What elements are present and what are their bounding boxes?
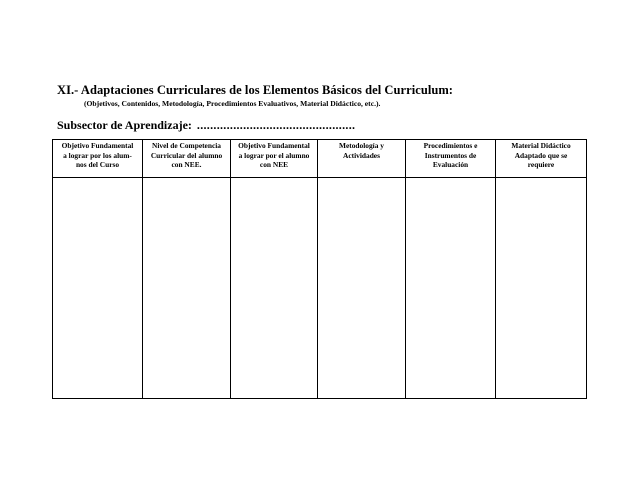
header-label: Procedimientos e Instrumentos de Evaluación	[423, 141, 478, 170]
subsector-label: Subsector de Aprendizaje:	[57, 118, 192, 132]
section-title: XI.- Adaptaciones Curriculares de los Elementos Básicos del Curriculum:	[57, 83, 454, 97]
table-cell-objetivo-alumno-nee[interactable]	[231, 178, 318, 399]
header-label: Objetivo Fundamental a lograr por el alumno con NEE	[238, 141, 310, 170]
table-cell-nivel-competencia[interactable]	[143, 178, 231, 399]
header-label: Metodología y Actividades	[339, 141, 384, 160]
header-procedimientos	[406, 140, 496, 178]
table-cell-procedimientos[interactable]	[406, 178, 496, 399]
section-subtitle: (Objetivos, Contenidos, Metodología, Procedimientos Evaluativos, Material Didáctico, etc.).	[84, 99, 381, 108]
header-label: Objetivo Fundamental a lograr por los alum- nos del Curso	[61, 141, 134, 170]
table-row	[53, 178, 587, 399]
subsector-line	[57, 118, 355, 133]
header-material-didactico	[496, 140, 587, 178]
table-cell-objetivo-curso[interactable]	[53, 178, 143, 399]
header-nivel-competencia	[143, 140, 231, 178]
header-label: Material Didáctico Adaptado que se requiere	[511, 141, 571, 170]
table-cell-metodologia[interactable]	[318, 178, 406, 399]
adaptation-table	[52, 139, 587, 399]
header-label: Nivel de Competencia Curricular del alumno con NEE.	[150, 141, 223, 170]
subsector-fill-line: ................................................	[196, 118, 356, 132]
header-metodologia	[318, 140, 406, 178]
table-cell-material-didactico[interactable]	[496, 178, 587, 399]
header-objetivo-alumno-nee	[231, 140, 318, 178]
header-objetivo-curso	[53, 140, 143, 178]
table-header-row	[53, 140, 587, 178]
